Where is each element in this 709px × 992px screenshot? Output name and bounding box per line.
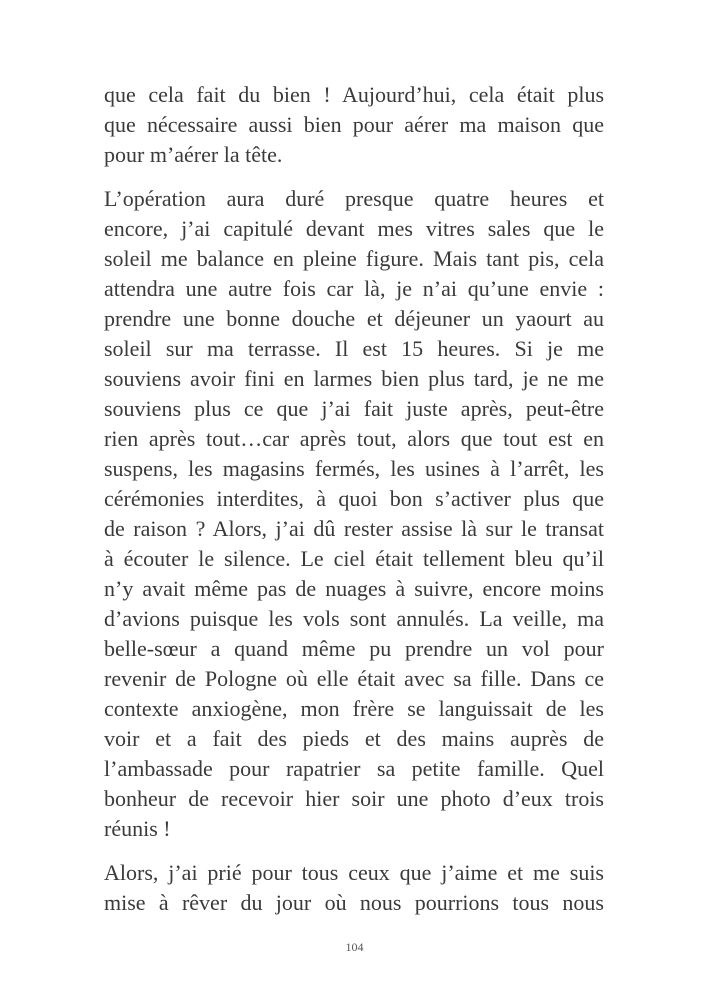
text-line: belle-sœur a quand même pu prendre un vol pour — [104, 636, 604, 661]
text-line: pour m’aérer la tête. — [104, 142, 283, 167]
text-line: souviens avoir fini en larmes bien plus tard, je ne me — [104, 366, 604, 391]
text-line: contexte anxiogène, mon frère se languissait de les — [104, 696, 604, 721]
text-line: rien après tout…car après tout, alors que tout est en — [104, 426, 604, 451]
body-text — [104, 80, 604, 918]
text-line: l’ambassade pour rapatrier sa petite famille. Quel — [104, 756, 604, 781]
paragraph — [104, 184, 604, 844]
text-line: cérémonies interdites, à quoi bon s’activer plus que — [104, 486, 604, 511]
text-line: mise à rêver du jour où nous pourrions tous nous — [104, 890, 604, 915]
text-line: voir et a fait des pieds et des mains auprès de — [104, 726, 604, 751]
paragraph — [104, 80, 604, 170]
text-line: L’opération aura duré presque quatre heures et — [104, 186, 604, 211]
text-line: que nécessaire aussi bien pour aérer ma maison que — [104, 112, 604, 137]
text-line: prendre une bonne douche et déjeuner un yaourt au — [104, 306, 604, 331]
paragraph — [104, 858, 604, 918]
text-line: attendra une autre fois car là, je n’ai qu’une envie : — [104, 276, 604, 301]
text-line: réunis ! — [104, 816, 171, 841]
text-line: revenir de Pologne où elle était avec sa fille. Dans ce — [104, 666, 604, 691]
text-line: à écouter le silence. Le ciel était tellement bleu qu’il — [104, 546, 604, 571]
text-line: suspens, les magasins fermés, les usines à l’arrêt, les — [104, 456, 604, 481]
text-line: soleil me balance en pleine figure. Mais tant pis, cela — [104, 246, 604, 271]
text-line: de raison ? Alors, j’ai dû rester assise là sur le transat — [104, 516, 604, 541]
text-line: soleil sur ma terrasse. Il est 15 heures. Si je me — [104, 336, 604, 361]
text-line: n’y avait même pas de nuages à suivre, encore moins — [104, 576, 604, 601]
text-line: encore, j’ai capitulé devant mes vitres sales que le — [104, 216, 604, 241]
text-line: souviens plus ce que j’ai fait juste après, peut-être — [104, 396, 604, 421]
text-line: d’avions puisque les vols sont annulés. La veille, ma — [104, 606, 604, 631]
text-line: Alors, j’ai prié pour tous ceux que j’aime et me suis — [104, 860, 604, 885]
text-line: que cela fait du bien ! Aujourd’hui, cela était plus — [104, 82, 604, 107]
text-line: bonheur de recevoir hier soir une photo d’eux trois — [104, 786, 604, 811]
page-number: 104 — [345, 940, 364, 954]
